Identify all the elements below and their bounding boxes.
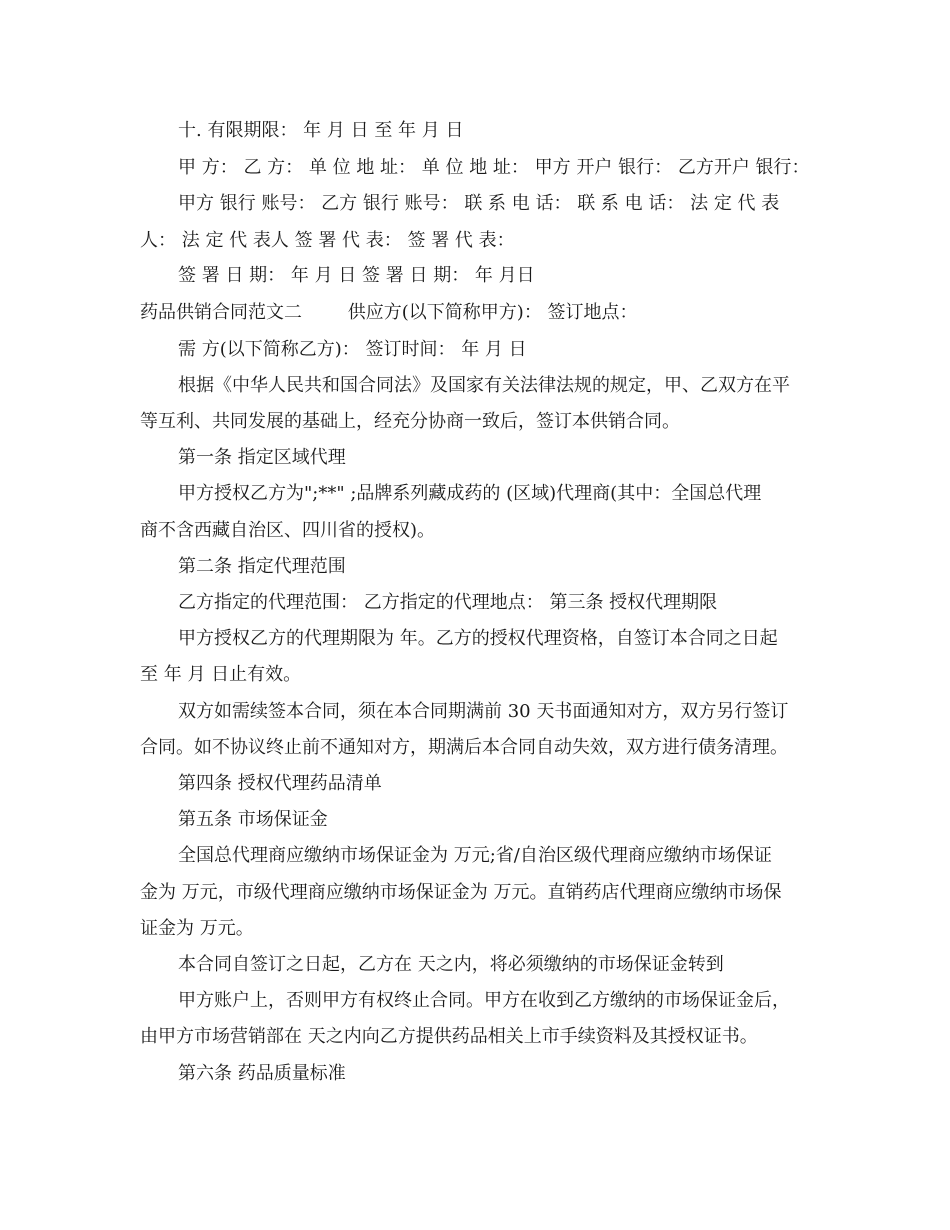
paragraph-line: 乙方指定的代理范围： 乙方指定的代理地点： 第三条 授权代理期限 bbox=[178, 592, 718, 613]
bank-account-line: 甲方 银行 账号： 乙方 银行 账号： 联 系 电 话： 联 系 电 话： 法 定 代 表 bbox=[178, 193, 780, 214]
buyer-line: 需 方(以下简称乙方)： 签订时间： 年 月 日 bbox=[178, 339, 527, 360]
paragraph-line: 双方如需续签本合同，须在本合同期满前 30 天书面通知对方，双方另行签订 bbox=[178, 701, 789, 722]
preamble-line: 根据《中华人民共和国合同法》及国家有关法律法规的规定，甲、乙双方在平 bbox=[178, 375, 790, 396]
party-address-line: 甲 方： 乙 方： 单 位 地 址： 单 位 地 址： 甲方 开户 银行： 乙方开户 银行： bbox=[178, 157, 810, 178]
paragraph-line: 证金为 万元。 bbox=[140, 918, 254, 939]
paragraph-line: 由甲方市场营销部在 天之内向乙方提供药品相关上市手续资料及其授权证书。 bbox=[140, 1026, 758, 1047]
paragraph-line: 至 年 月 日止有效。 bbox=[140, 664, 302, 685]
paragraph-line: 甲方授权乙方的代理期限为 年。乙方的授权代理资格，自签订本合同之日起 bbox=[178, 628, 778, 649]
paragraph-line: 金为 万元，市级代理商应缴纳市场保证金为 万元。直销药店代理商应缴纳市场保 bbox=[140, 882, 782, 903]
section-title-line: 药品供销合同范文二 供应方(以下简称甲方)： 签订地点： bbox=[140, 302, 638, 323]
paragraph-line: 甲方授权乙方为";**" ;品牌系列藏成药的 (区域)代理商(其中：全国总代理 bbox=[178, 483, 762, 504]
contract-term-line: 十. 有限期限： 年 月 日 至 年 月 日 bbox=[178, 120, 464, 141]
article-heading: 第二条 指定代理范围 bbox=[178, 556, 346, 577]
preamble-line: 等互利、共同发展的基础上，经充分协商一致后，签订本供销合同。 bbox=[140, 411, 680, 432]
legal-representative-line: 人： 法 定 代 表人 签 署 代 表： 签 署 代 表： bbox=[140, 230, 515, 251]
article-heading: 第一条 指定区域代理 bbox=[178, 447, 346, 468]
article-heading: 第六条 药品质量标准 bbox=[178, 1063, 346, 1084]
article-heading: 第四条 授权代理药品清单 bbox=[178, 773, 382, 794]
paragraph-line: 全国总代理商应缴纳市场保证金为 万元;省/自治区级代理商应缴纳市场保证 bbox=[178, 845, 772, 866]
paragraph-line: 甲方账户上，否则甲方有权终止合同。甲方在收到乙方缴纳的市场保证金后， bbox=[178, 990, 790, 1011]
paragraph-line: 本合同自签订之日起，乙方在 天之内，将必须缴纳的市场保证金转到 bbox=[178, 954, 724, 975]
article-heading: 第五条 市场保证金 bbox=[178, 809, 328, 830]
paragraph-line: 商不含西藏自治区、四川省的授权)。 bbox=[140, 520, 436, 541]
paragraph-line: 合同。如不协议终止前不通知对方，期满后本合同自动失效，双方进行债务清理。 bbox=[140, 737, 788, 758]
signing-date-line: 签 署 日 期： 年 月 日 签 署 日 期： 年 月日 bbox=[178, 265, 535, 286]
